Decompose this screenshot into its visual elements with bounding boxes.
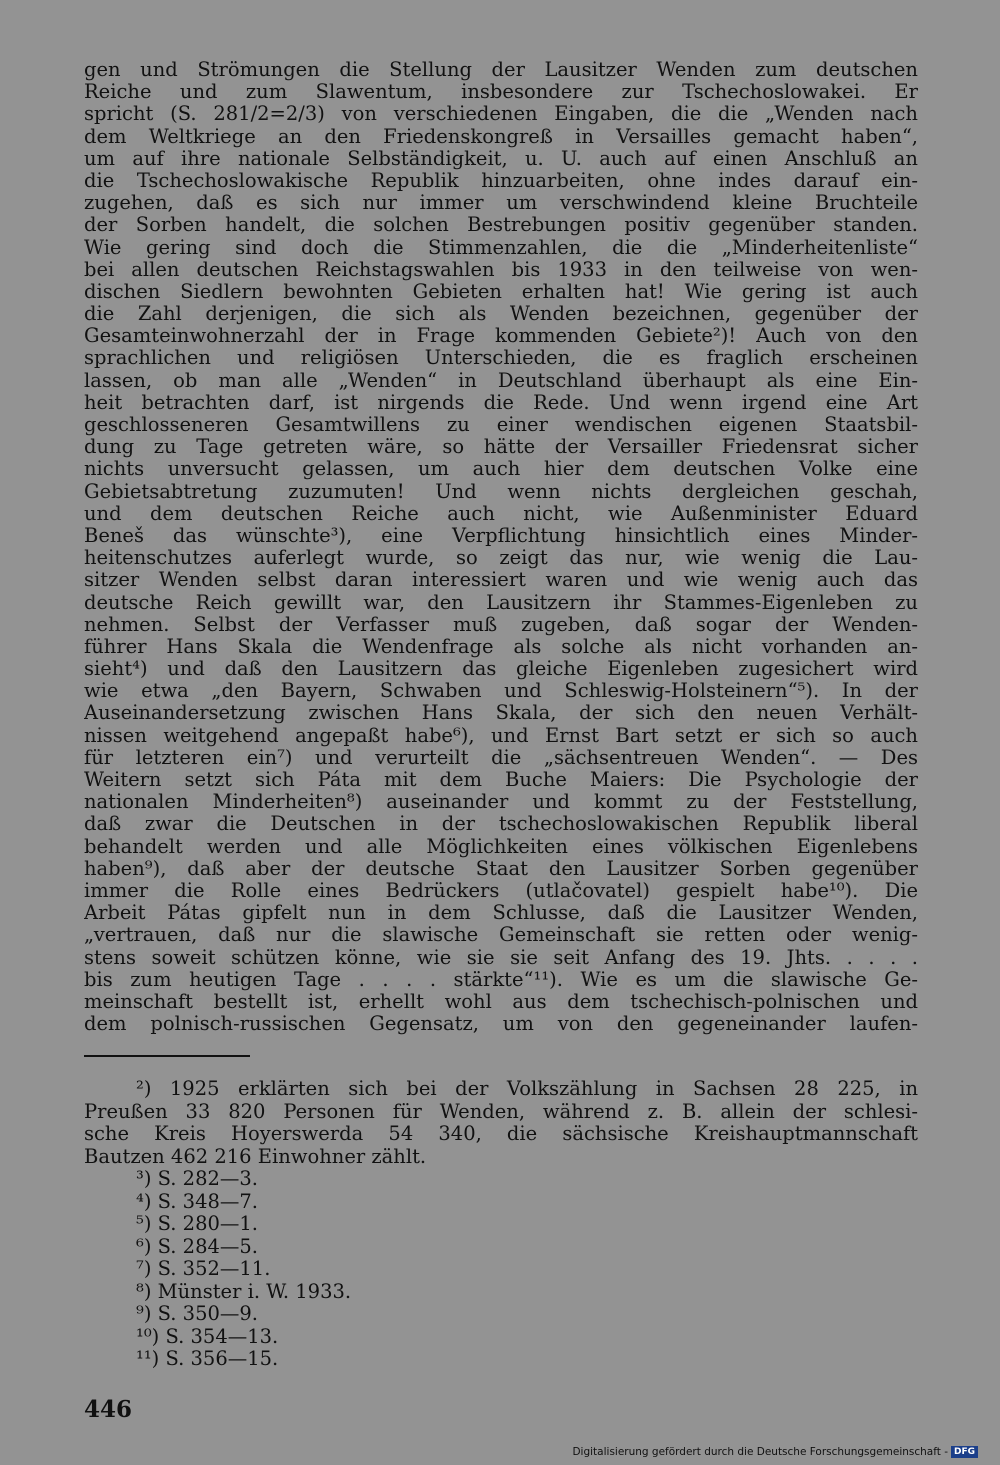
footnote-refs xyxy=(84,1168,918,1371)
body-line: heit betrachten darf, ist nirgends die Rede. Und wenn irgend eine Art xyxy=(84,391,918,414)
body-line: Auseinandersetzung zwischen Hans Skala, der sich den neuen Verhält- xyxy=(84,702,918,725)
body-line: Beneš das wünschte³), eine Verpflichtung hinsichtlich eines Minder- xyxy=(84,524,918,547)
body-line: dem Weltkriege an den Friedenskongreß in Versailles gemacht haben“, xyxy=(84,125,918,148)
dfg-logo: DFG xyxy=(951,1446,978,1458)
body-line: Weitern setzt sich Páta mit dem Buche Maiers: Die Psychologie der xyxy=(84,769,918,791)
footer-credit xyxy=(572,1446,978,1458)
body-line: spricht (S. 281/2=2/3) von verschiedenen Eingaben, die die „Wenden nach xyxy=(84,103,918,126)
body-line: und dem deutschen Reiche auch nicht, wie Außenminister Eduard xyxy=(84,502,918,525)
body-line: sitzer Wenden selbst daran interessiert waren und wie wenig auch das xyxy=(84,569,918,592)
body-line: führer Hans Skala die Wendenfrage als solche als nicht vorhanden an- xyxy=(84,635,918,658)
footnote-ref: ³) S. 282—3. xyxy=(136,1168,259,1190)
footnote-line: Bautzen 462 216 Einwohner zählt. xyxy=(84,1145,427,1168)
body-line: sieht⁴) und daß den Lausitzern das gleiche Eigenleben zugesichert wird xyxy=(84,658,918,681)
body-line: gen und Strömungen die Stellung der Lausitzer Wenden zum deutschen xyxy=(84,59,918,81)
body-line: die Zahl derjenigen, die sich als Wenden bezeichnen, gegenüber der xyxy=(84,303,918,326)
body-line: dung zu Tage getreten wäre, so hätte der Versailler Friedensrat sicher xyxy=(84,436,918,459)
body-line: nehmen. Selbst der Verfasser muß zugeben, daß sogar der Wenden- xyxy=(84,613,918,636)
body-line: nichts unversucht gelassen, um auch hier dem deutschen Volke eine xyxy=(84,458,918,481)
body-line: bis zum heutigen Tage . . . . stärkte“¹¹). Wie es um die slawische Ge- xyxy=(84,968,918,991)
body-line: um auf ihre nationale Selbständigkeit, u. U. auch auf einen Anschluß an xyxy=(84,147,918,170)
footnote-ref: ⁶) S. 284—5. xyxy=(136,1235,259,1258)
body-line: der Sorben handelt, die solchen Bestrebungen positiv gegenüber standen. xyxy=(84,214,918,237)
footer-credit-text: Digitalisierung gefördert durch die Deutsche Forschungsgemeinschaft - xyxy=(572,1446,948,1458)
body-line: „vertrauen, daß nur die slawische Gemeinschaft sie retten oder wenig- xyxy=(84,924,918,947)
body-line: Gesamteinwohnerzahl der in Frage kommenden Gebiete²)! Auch von den xyxy=(84,325,918,348)
body-line: für letzteren ein⁷) und verurteilt die „sächsentreuen Wenden“. — Des xyxy=(84,746,918,769)
body-line: Arbeit Pátas gipfelt nun in dem Schlusse, daß die Lausitzer Wenden, xyxy=(84,902,918,925)
footnote-ref: ⁵) S. 280—1. xyxy=(136,1213,259,1235)
body-line: dischen Siedlern bewohnten Gebieten erhalten hat! Wie gering ist auch xyxy=(84,280,918,303)
footnote-line: sche Kreis Hoyerswerda 54 340, die sächsische Kreishauptmannschaft xyxy=(84,1123,918,1145)
body-line: deutsche Reich gewillt war, den Lausitzern ihr Stammes-Eigenleben zu xyxy=(84,591,918,614)
footnote-ref: ⁹) S. 350—9. xyxy=(136,1303,259,1325)
footnote-2 xyxy=(84,1078,918,1168)
body-text xyxy=(84,59,918,1035)
body-line: Wie gering sind doch die Stimmenzahlen, die die „Minderheitenliste“ xyxy=(84,236,918,259)
body-line: nissen weitgehend angepaßt habe⁶), und Ernst Bart setzt er sich so auch xyxy=(84,724,918,747)
footnote-line: Preußen 33 820 Personen für Wenden, während z. B. allein der schlesi- xyxy=(84,1100,918,1123)
footnotes xyxy=(84,1078,918,1371)
body-line: immer die Rolle eines Bedrückers (utlačovatel) gespielt habe¹⁰). Die xyxy=(84,879,918,902)
footnote-ref: ¹¹) S. 356—15. xyxy=(136,1348,279,1370)
body-line: heitenschutzes auferlegt wurde, so zeigt das nur, wie wenig die Lau- xyxy=(84,547,918,570)
body-line: geschlosseneren Gesamtwillens zu einer wendischen eigenen Staatsbil- xyxy=(84,414,918,436)
body-line: zugehen, daß es sich nur immer um verschwindend kleine Bruchteile xyxy=(84,192,918,215)
footnote-ref: ⁸) Münster i. W. 1933. xyxy=(136,1280,352,1303)
footnote-ref: ¹⁰) S. 354—13. xyxy=(136,1325,279,1348)
body-line: behandelt werden und alle Möglichkeiten eines völkischen Eigenlebens xyxy=(84,835,918,858)
body-line: Reiche und zum Slawentum, insbesondere zur Tschechoslowakei. Er xyxy=(84,81,918,104)
body-line: sprachlichen und religiösen Unterschieden, die es fraglich erscheinen xyxy=(84,347,918,370)
body-line: dem polnisch-russischen Gegensatz, um von den gegeneinander laufen- xyxy=(84,1013,918,1036)
footnote-ref: ⁴) S. 348—7. xyxy=(136,1190,259,1213)
footnote-ref: ⁷) S. 352—11. xyxy=(136,1258,271,1280)
body-line: die Tschechoslowakische Republik hinzuarbeiten, ohne indes darauf ein- xyxy=(84,169,918,192)
body-line: lassen, ob man alle „Wenden“ in Deutschland überhaupt als eine Ein- xyxy=(84,369,918,392)
body-line: wie etwa „den Bayern, Schwaben und Schleswig-Holsteinern“⁵). In der xyxy=(84,680,918,703)
body-line: nationalen Minderheiten⁸) auseinander und kommt zu der Feststellung, xyxy=(84,791,918,814)
body-line: meinschaft bestellt ist, erhellt wohl aus dem tschechisch-polnischen und xyxy=(84,990,918,1013)
footnote-separator xyxy=(84,1055,250,1057)
body-line: bei allen deutschen Reichstagswahlen bis 1933 in den teilweise von wen- xyxy=(84,258,918,281)
body-line: Gebietsabtretung zuzumuten! Und wenn nichts dergleichen geschah, xyxy=(84,480,918,503)
page-number: 446 xyxy=(84,1396,133,1423)
body-line: haben⁹), daß aber der deutsche Staat den Lausitzer Sorben gegenüber xyxy=(84,857,918,880)
body-line: daß zwar die Deutschen in der tschechoslowakischen Republik liberal xyxy=(84,813,918,836)
body-line: stens soweit schützen könne, wie sie sie seit Anfang des 19. Jhts. . . . . xyxy=(84,946,918,969)
footnote-line: ²) 1925 erklärten sich bei der Volkszählung in Sachsen 28 225, in xyxy=(136,1078,918,1100)
